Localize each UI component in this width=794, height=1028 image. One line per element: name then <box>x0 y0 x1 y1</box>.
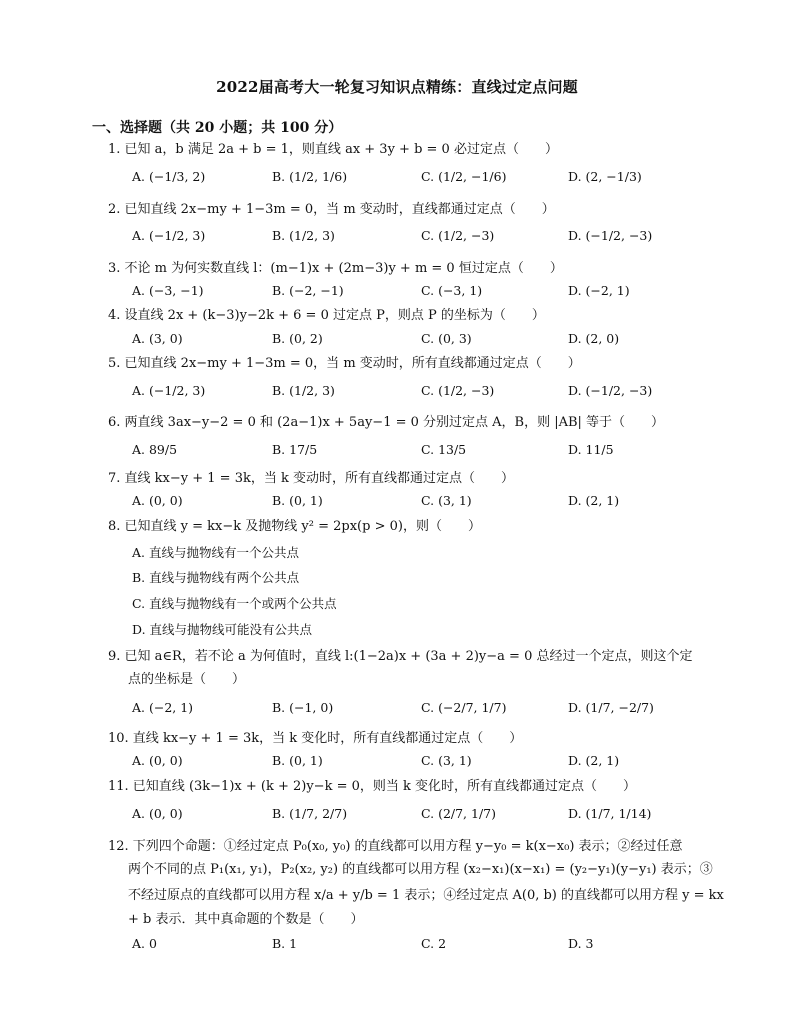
question-6-option-c[interactable]: C. 13/5 <box>421 442 467 457</box>
question-7-stem: 7. 直线 kx−y + 1 = 3k，当 k 变动时，所有直线都通过定点（ ） <box>108 471 514 486</box>
question-6-option-d[interactable]: D. 11/5 <box>568 442 614 457</box>
question-8-stem: 8. 已知直线 y = kx−k 及抛物线 y² = 2px(p > 0)，则（ ） <box>108 519 481 534</box>
question-10-option-b[interactable]: B. (0, 1) <box>272 753 323 768</box>
question-2-option-c[interactable]: C. (1/2, −3) <box>421 228 495 243</box>
question-5-stem: 5. 已知直线 2x−my + 1−3m = 0，当 m 变动时，所有直线都通过定点（ ） <box>108 356 581 371</box>
question-1-stem: 1. 已知 a，b 满足 2a + b = 1，则直线 ax + 3y + b = 0 必过定点（ ） <box>108 142 558 157</box>
question-12-option-c[interactable]: C. 2 <box>421 936 447 951</box>
question-2-option-d[interactable]: D. (−1/2, −3) <box>568 228 653 243</box>
question-12-stem: 12. 下列四个命题：①经过定点 P₀(x₀, y₀) 的直线都可以用方程 y−y₀ = k(x−x₀) 表示；②经过任意 <box>108 839 683 854</box>
question-11-option-a[interactable]: A. (0, 0) <box>132 806 183 821</box>
question-5-option-c[interactable]: C. (1/2, −3) <box>421 383 495 398</box>
question-8-option-b[interactable]: B. 直线与抛物线有两个公共点 <box>132 570 300 585</box>
question-12-stem-line-3: 不经过原点的直线都可以用方程 x/a + y/b = 1 表示；④经过定点 A(0, b) 的直线都可以用方程 y = kx <box>128 888 724 903</box>
question-10-stem: 10. 直线 kx−y + 1 = 3k，当 k 变化时，所有直线都通过定点（ ） <box>108 731 523 746</box>
question-11-option-d[interactable]: D. (1/7, 1/14) <box>568 806 652 821</box>
question-7-option-d[interactable]: D. (2, 1) <box>568 493 620 508</box>
question-8-option-d[interactable]: D. 直线与抛物线可能没有公共点 <box>132 622 313 637</box>
question-12-option-d[interactable]: D. 3 <box>568 936 594 951</box>
question-6-option-b[interactable]: B. 17/5 <box>272 442 318 457</box>
question-11-option-c[interactable]: C. (2/7, 1/7) <box>421 806 496 821</box>
question-12-stem-line-2: 两个不同的点 P₁(x₁, y₁)，P₂(x₂, y₂) 的直线都可以用方程 (x₂−x₁)(x−x₁) = (y₂−y₁)(y−y₁) 表示；③ <box>128 862 713 877</box>
question-1-option-a[interactable]: A. (−1/3, 2) <box>132 169 206 184</box>
question-2-option-b[interactable]: B. (1/2, 3) <box>272 228 335 243</box>
question-7-option-a[interactable]: A. (0, 0) <box>132 493 183 508</box>
question-12-stem-line-4: + b 表示．其中真命题的个数是（ ） <box>128 912 364 927</box>
question-10-option-d[interactable]: D. (2, 1) <box>568 753 620 768</box>
question-9-option-b[interactable]: B. (−1, 0) <box>272 700 334 715</box>
question-4-stem: 4. 设直线 2x + (k−3)y−2k + 6 = 0 过定点 P，则点 P 的坐标为（ ） <box>108 308 545 323</box>
question-9-option-d[interactable]: D. (1/7, −2/7) <box>568 700 654 715</box>
question-8-option-a[interactable]: A. 直线与抛物线有一个公共点 <box>132 545 299 560</box>
question-12-option-b[interactable]: B. 1 <box>272 936 298 951</box>
question-2-stem: 2. 已知直线 2x−my + 1−3m = 0，当 m 变动时，直线都通过定点（ ） <box>108 202 555 217</box>
question-4-option-a[interactable]: A. (3, 0) <box>132 331 183 346</box>
question-3-stem: 3. 不论 m 为何实数直线 l：(m−1)x + (2m−3)y + m = 0 恒过定点（ ） <box>108 261 563 276</box>
question-9-stem-continued: 点的坐标是（ ） <box>128 672 246 687</box>
question-2-option-a[interactable]: A. (−1/2, 3) <box>132 228 206 243</box>
question-5-option-b[interactable]: B. (1/2, 3) <box>272 383 335 398</box>
question-8-option-c[interactable]: C. 直线与抛物线有一个或两个公共点 <box>132 596 337 611</box>
question-7-option-b[interactable]: B. (0, 1) <box>272 493 323 508</box>
question-3-option-a[interactable]: A. (−3, −1) <box>132 283 204 298</box>
page-title: 2022届高考大一轮复习知识点精练：直线过定点问题 <box>216 78 578 96</box>
question-5-option-a[interactable]: A. (−1/2, 3) <box>132 383 206 398</box>
question-4-option-d[interactable]: D. (2, 0) <box>568 331 620 346</box>
question-10-option-a[interactable]: A. (0, 0) <box>132 753 183 768</box>
section-heading: 一、选择题（共 20 小题；共 100 分） <box>92 120 343 136</box>
question-9-option-c[interactable]: C. (−2/7, 1/7) <box>421 700 507 715</box>
question-4-option-b[interactable]: B. (0, 2) <box>272 331 323 346</box>
question-9-option-a[interactable]: A. (−2, 1) <box>132 700 194 715</box>
question-3-option-d[interactable]: D. (−2, 1) <box>568 283 630 298</box>
question-10-option-c[interactable]: C. (3, 1) <box>421 753 472 768</box>
question-5-option-d[interactable]: D. (−1/2, −3) <box>568 383 653 398</box>
question-6-option-a[interactable]: A. 89/5 <box>132 442 178 457</box>
question-11-stem: 11. 已知直线 (3k−1)x + (k + 2)y−k = 0，则当 k 变化时，所有直线都通过定点（ ） <box>108 779 637 794</box>
question-9-stem: 9. 已知 a∈R，若不论 a 为何值时，直线 l:(1−2a)x + (3a + 2)y−a = 0 总经过一个定点，则这个定 <box>108 649 693 664</box>
question-6-stem: 6. 两直线 3ax−y−2 = 0 和 (2a−1)x + 5ay−1 = 0 分别过定点 A，B，则 |AB| 等于（ ） <box>108 415 665 430</box>
question-1-option-b[interactable]: B. (1/2, 1/6) <box>272 169 348 184</box>
question-1-option-d[interactable]: D. (2, −1/3) <box>568 169 642 184</box>
question-3-option-b[interactable]: B. (−2, −1) <box>272 283 344 298</box>
question-7-option-c[interactable]: C. (3, 1) <box>421 493 472 508</box>
question-11-option-b[interactable]: B. (1/7, 2/7) <box>272 806 348 821</box>
question-1-option-c[interactable]: C. (1/2, −1/6) <box>421 169 507 184</box>
question-12-option-a[interactable]: A. 0 <box>132 936 157 951</box>
question-4-option-c[interactable]: C. (0, 3) <box>421 331 472 346</box>
question-3-option-c[interactable]: C. (−3, 1) <box>421 283 483 298</box>
